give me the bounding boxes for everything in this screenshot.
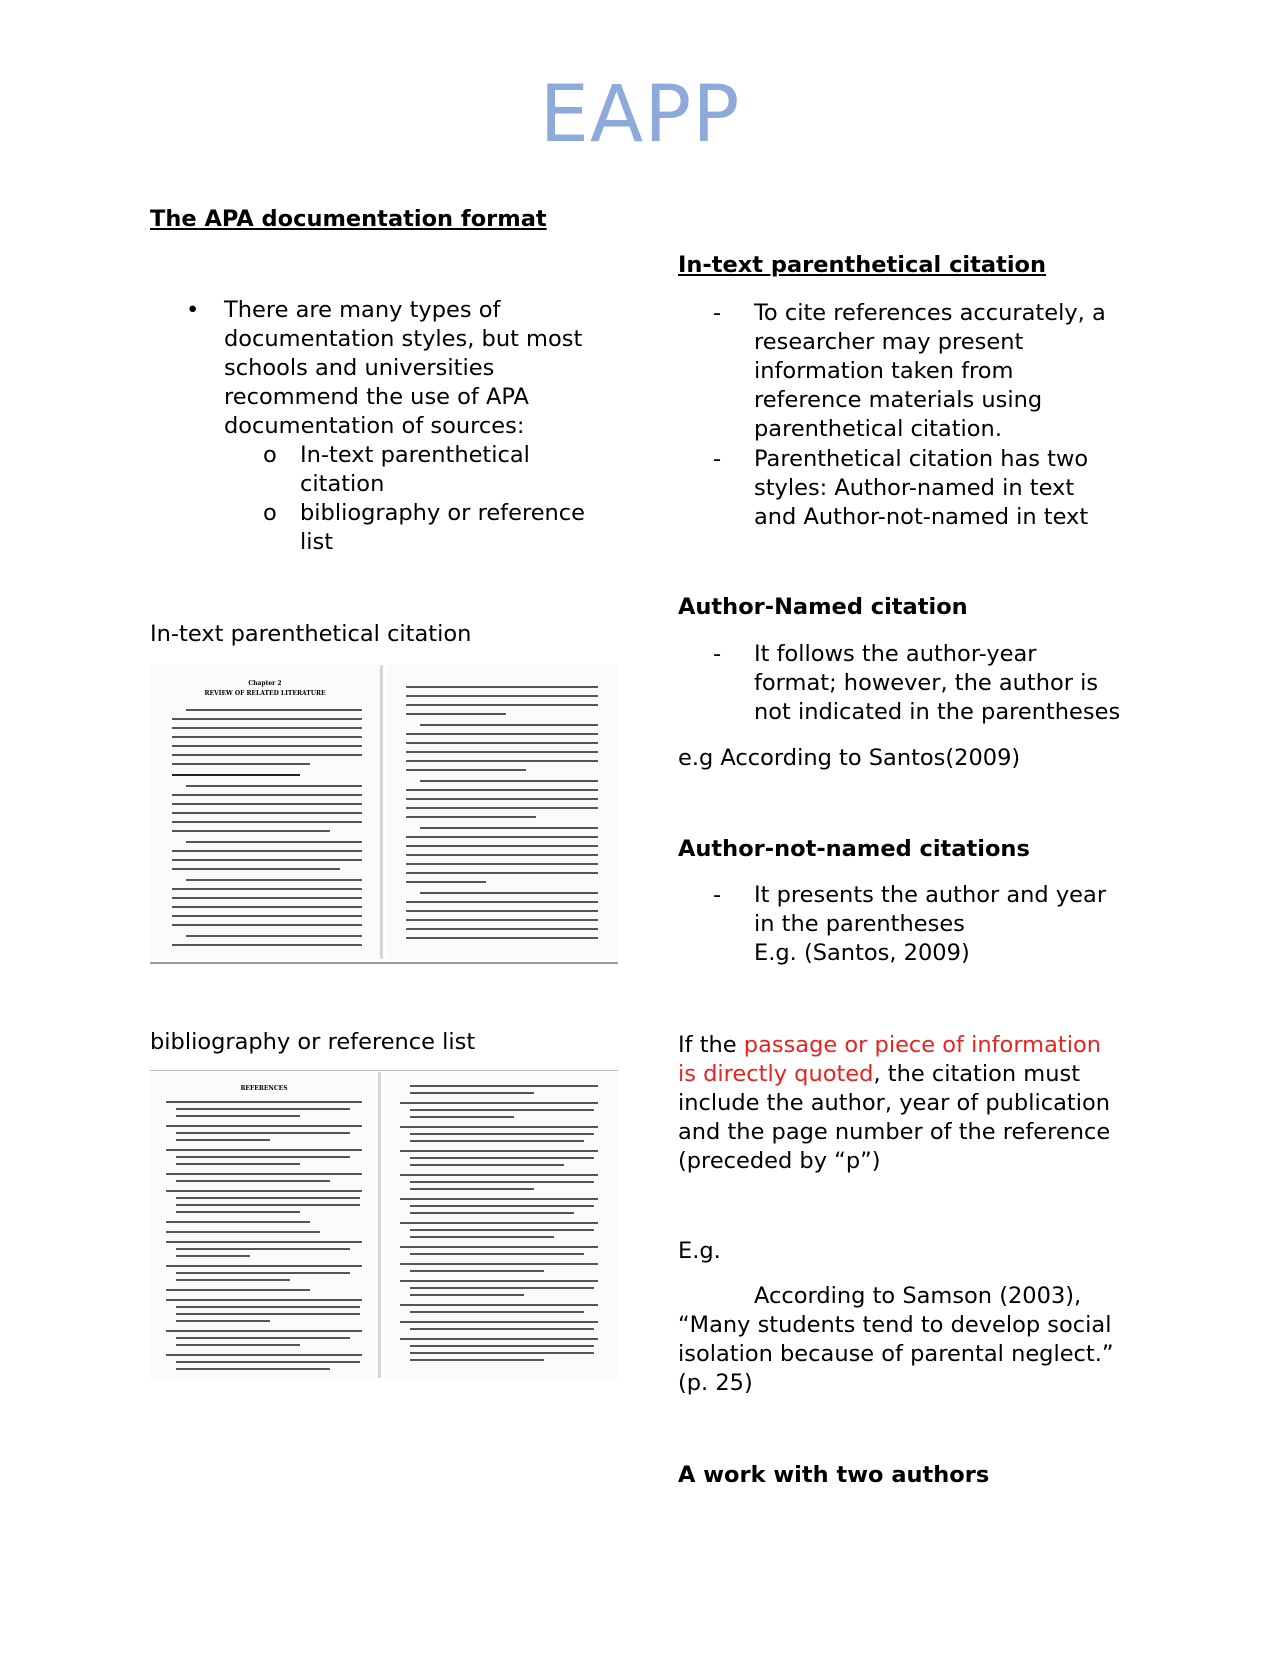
eg-label: E.g.: [678, 1238, 721, 1264]
quote-text: (preceded by “p”): [678, 1148, 881, 1174]
item-line: reference materials using: [754, 387, 1043, 413]
divider: [150, 1070, 618, 1071]
item-line: information taken from: [754, 358, 1014, 384]
example-quote: [678, 1282, 1158, 1398]
bullet-line: recommend the use of APA: [224, 384, 529, 410]
bullet-line: documentation of sources:: [224, 413, 525, 439]
author-named-example: e.g According to Santos(2009): [678, 745, 1021, 771]
item-line: researcher may present: [754, 329, 1024, 355]
quote-text: include the author, year of publication: [678, 1090, 1110, 1116]
references-heading: REFERENCES: [240, 1085, 288, 1092]
item-line: E.g. (Santos, 2009): [754, 940, 970, 966]
caption-bibliography: bibliography or reference list: [150, 1029, 476, 1055]
author-named-heading: Author-Named citation: [678, 594, 968, 620]
apa-format-heading: The APA documentation format: [150, 206, 547, 232]
item-line: parenthetical citation.: [754, 416, 1002, 442]
item-line: It presents the author and year: [754, 882, 1107, 908]
item-line: It follows the author-year: [754, 641, 1037, 667]
divider: [150, 962, 618, 964]
sub-bullet-icon: o: [263, 442, 277, 468]
bullet-line: schools and universities: [224, 355, 495, 381]
sub-item-line: In-text parenthetical: [300, 442, 530, 468]
intext-citation-sample-image: [150, 665, 618, 959]
example-line: According to Samson (2003),: [754, 1283, 1082, 1309]
item-line: format; however, the author is: [754, 670, 1099, 696]
reference-entries: [384, 1072, 618, 1378]
quote-text: and the page number of the reference: [678, 1119, 1111, 1145]
bullet-dot-icon: •: [186, 297, 200, 323]
page-text-lines: [386, 665, 618, 959]
item-line: styles: Author-named in text: [754, 475, 1075, 501]
sub-item-line: list: [300, 529, 334, 555]
document-title: EAPP: [539, 70, 741, 160]
sample-page-left: [150, 665, 383, 959]
example-line: “Many students tend to develop social: [678, 1312, 1112, 1338]
author-not-named-heading: Author-not-named citations: [678, 836, 1030, 862]
sample-references-page-right: [384, 1072, 618, 1378]
reference-list-sample-image: [150, 1072, 618, 1378]
sample-references-page-left: [150, 1072, 381, 1378]
dash-icon: -: [713, 446, 722, 472]
item-line: not indicated in the parentheses: [754, 699, 1121, 725]
reference-entries: [150, 1072, 378, 1378]
quote-text: , the citation must: [873, 1061, 1081, 1087]
caption-intext: In-text parenthetical citation: [150, 621, 472, 647]
quote-highlight: is directly quoted: [678, 1061, 874, 1087]
bullet-line: documentation styles, but most: [224, 326, 583, 352]
sub-item-line: citation: [300, 471, 385, 497]
bullet-line: There are many types of: [224, 297, 501, 323]
item-line: Parenthetical citation has two: [754, 446, 1089, 472]
example-line: (p. 25): [678, 1370, 753, 1396]
page-text-lines: [150, 665, 380, 959]
chapter-heading: Chapter 2: [248, 680, 282, 687]
sub-bullet-icon: o: [263, 500, 277, 526]
item-line: in the parentheses: [754, 911, 965, 937]
intext-citation-heading: In-text parenthetical citation: [678, 252, 1047, 278]
sample-page-right: [386, 665, 618, 959]
dash-icon: -: [713, 641, 722, 667]
quote-highlight: passage or piece of information: [743, 1032, 1101, 1058]
direct-quote-paragraph: [678, 1031, 1158, 1176]
quote-text: If the: [678, 1032, 744, 1058]
dash-icon: -: [713, 300, 722, 326]
item-line: and Author-not-named in text: [754, 504, 1089, 530]
review-heading: REVIEW OF RELATED LITERATURE: [204, 690, 326, 697]
example-line: isolation because of parental neglect.”: [678, 1341, 1114, 1367]
item-line: To cite references accurately, a: [754, 300, 1106, 326]
sub-item-line: bibliography or reference: [300, 500, 586, 526]
dash-icon: -: [713, 882, 722, 908]
two-authors-heading: A work with two authors: [678, 1462, 990, 1488]
